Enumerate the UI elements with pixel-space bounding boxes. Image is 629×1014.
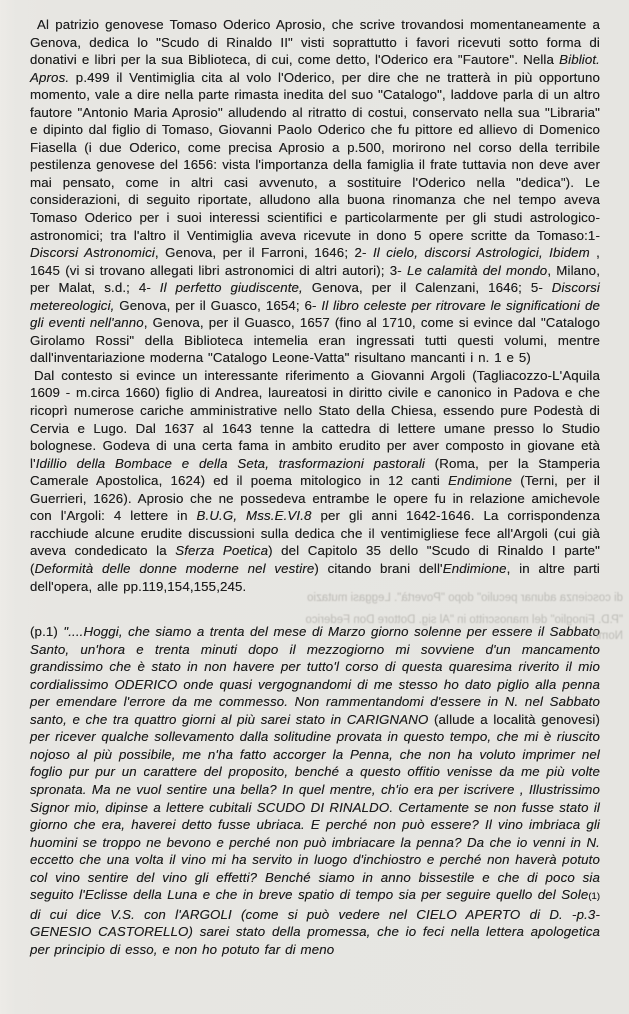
text-segment: , in altre parti dell'opera, alle pp.119,154,155,245. [30, 560, 601, 594]
text-segment: , Genova, per il Guasco, 1657 (fino al 1710, come si evince dal "Catalogo Girolamo Rossi" della Biblioteca intemelia eran ingressati tutti questi volumi, mentre dall'inventariazione moderna "Catalogo Leone-Vatta" risultano mancanti i n. 1 e 5) [30, 315, 600, 366]
text-segment: per gli anni 1642-1646. La corrispondenza racchiude alcune erudite discussioni sulla dedica che il ventimigliese fece all'Argoli (cui già aveva condedicato la [30, 508, 600, 559]
text-segment-italic: Bibliot. Apros. [30, 52, 600, 85]
paragraph-quoted-letter [30, 623, 600, 958]
text-segment-italic: Sferza Poetica [175, 543, 269, 559]
text-segment: (Roma, per la Stamperia Camerale Apostolica, 1624) ed il poema mitologico in 12 canti [30, 455, 600, 489]
text-segment: p.499 il Ventimiglia cita al volo l'Oderico, per dire che ne tratterà in più opportuno momento, vale a dire nella parte rimasta inedita del suo "Catalogo", laddove parla di un altro fautore "Antonio Maria Aprosio" alludendo al ritratto di costui, conservato nella sua "Libraria" e dipinto dal figlio di Tomaso, Giovanni Paolo Oderico che fu pittore ed allievo di Domenico Fiasella (i due Oderico, come precisa Aprosio a p.500, morirono nel corso della terribile pestilenza genovese del 1656: vista l'importanza della famiglia il frate tuttavia non deve aver mai pensato, come in altri casi avvenuto, a sostituire l'Oderico nella "dedica"). Le considerazioni, di seguito riportate, alludono alla buona rinomanza che nel tempo aveva Tomaso Oderico per i suoi interessi scientifici e particolarmente per gli studi astrologico-astronomici; tra l'altro il Ventimiglia aveva ricevute in dono 5 opere scritte da Tomaso:1- [30, 69, 600, 243]
text-segment: Genova, per il Calenzani, 1646; 5- [302, 280, 552, 296]
text-segment: , Genova, per il Farroni, 1646; 2- [154, 245, 373, 261]
text-segment: Genova, per il Guasco, 1654; 6- [114, 297, 322, 313]
text-segment-italic: B.U.G, Mss.E.VI.8 [196, 508, 312, 524]
text-segment-italic: Endimione [442, 560, 507, 576]
text-segment-italic: Deformità delle donne moderne nel vestire [34, 560, 315, 576]
text-segment-italic: Discorsi Astronomici [30, 245, 155, 261]
text-segment: , Milano, per Malat, s.d.; 4- [30, 262, 601, 296]
text-segment-italic: Il perfetto giudiscente, [159, 280, 303, 296]
text-segment: (Terni, per il Guerrieri, 1626). Aprosio che ne possedeva entrambe le opere fu in relazione amichevole con l'Argoli: 4 lettere in [30, 473, 600, 524]
text-segment: ) citando brani dell' [314, 560, 443, 576]
text-segment-small: (1) [588, 891, 600, 903]
text-segment-italic: Il libro celeste per ritrovare le significationi de gli eventi nell'anno [30, 297, 600, 331]
text-segment-italic: Discorsi metereologici, [30, 280, 601, 313]
text-segment-italic: di cui dice V.S. con l'ARGOLI (come si può vedere nel CIELO APERTO di D. -p.3- GENESIO CASTORELLO) sarei stato della promessa, che io feci nella lettera apologetica per principio di esso, e non ho potuto far di meno [30, 906, 600, 957]
showthrough-fragment: "P.D. Finoglio" del manoscritto in "Al sig. Dottore Don Federico Nomi". [305, 614, 623, 642]
text-segment: (allude a località genovesi) [428, 711, 600, 727]
text-segment-italic: Endimione [448, 473, 513, 489]
text-segment: (p.1) [30, 624, 64, 640]
text-segment: , 1645 (vi si trovano allegati libri astronomici di altri autori); 3- [30, 245, 600, 278]
text-segment: Dal contesto si evince un interessante riferimento a Giovanni Argoli (Tagliacozzo-L'Aquila 1609 - m.circa 1660) figlio di Andrea, laureatosi in diritto civile e canonico in Padova e che ricoprì numerose cariche amministrative nello Stato della Chiesa, essendo pure Podestà di Cervia e Lugo. Dal 1637 al 1643 tenne la cattedra di lettere umane presso lo Studio bolognese. Godeva di una certa fama in ambito erudito per aver composto in giovane età l' [30, 367, 600, 471]
text-segment-italic: Le calamità del mondo [406, 262, 548, 278]
text-segment: Al patrizio genovese Tomaso Oderico Aprosio, che scrive trovandosi momentaneamente a Genova, dedica lo "Scudo di Rinaldo II" visti soprattutto i favori ricevuti sotto forma di donativi e libri per la sua Biblioteca, di cui, come detto, l'Oderico era "Fautore". Nella [30, 17, 600, 68]
text-segment-italic: "....Hoggi, che siamo a trenta del mese di Marzo giorno solenne per essere il Sabbato Santo, un'hora e trenta minuti dopo il mezzogiorno mi sovviene d'un mancamento grandissimo che è stato in non havere per tutto'l corso di questa quaresima riverito il mio cordialissimo ODERICO onde quasi vergognandomi di me stesso ho dato piglio alla penna per emendare l'errore da me commesso. Non rammentandomi d'essere in N. nel Sabbato santo, e che tra quattro giorni al più sarei stato in CARIGNANO [30, 624, 600, 727]
text-segment-italic: Il cielo, discorsi Astrologici, Ibidem [372, 245, 590, 261]
showthrough-fragment: di coscienza adunar peculio" dopo "Povertà". Leggasi mutazio [307, 592, 623, 604]
text-segment: ) del Capitolo 35 dello "Scudo di Rinaldo I parte" ( [30, 543, 600, 576]
text-segment-italic: per ricever qualche sollevamento dalla solitudine provata in questo tempo, che mi è riuscito nojoso al più possibile, me n'ha fatto accorger la Penna, che non ha voluto imprimer nel foglio pur pur un carattere del proposito, benché a questo offitio venisse da me più volte spronata. Ma ne vuol sentire una bella? In quel mentre, ch'io era per iscrivere , Illustrissimo Signor mio, dipinse a lettere cubitali SCUDO DI RINALDO. Certamente se non fusse stato il giorno che era, haverei detto fusse ubriaca. E perché non può essere? Il vino imbriaca gli huomini se troppo ne bevono e perché non può imbriacare la penna? Da che io venni in N. eccetto che una volta il vino mi ha servito in luogo d'inchiostro e perché non haverà potuto col vino sentire del vino gli effetti? Benché siamo in anno bissestile e che di poco sia seguito l'Eclisse della Luna e che in breve spatio di tempo sia per seguire quello del Sole [30, 729, 600, 903]
text-segment-italic: Idillio della Bombace e della Seta, trasformazioni pastorali [35, 455, 425, 471]
paragraph-dedication-oderico [30, 16, 600, 367]
paragraph-giovanni-argoli [30, 367, 600, 595]
